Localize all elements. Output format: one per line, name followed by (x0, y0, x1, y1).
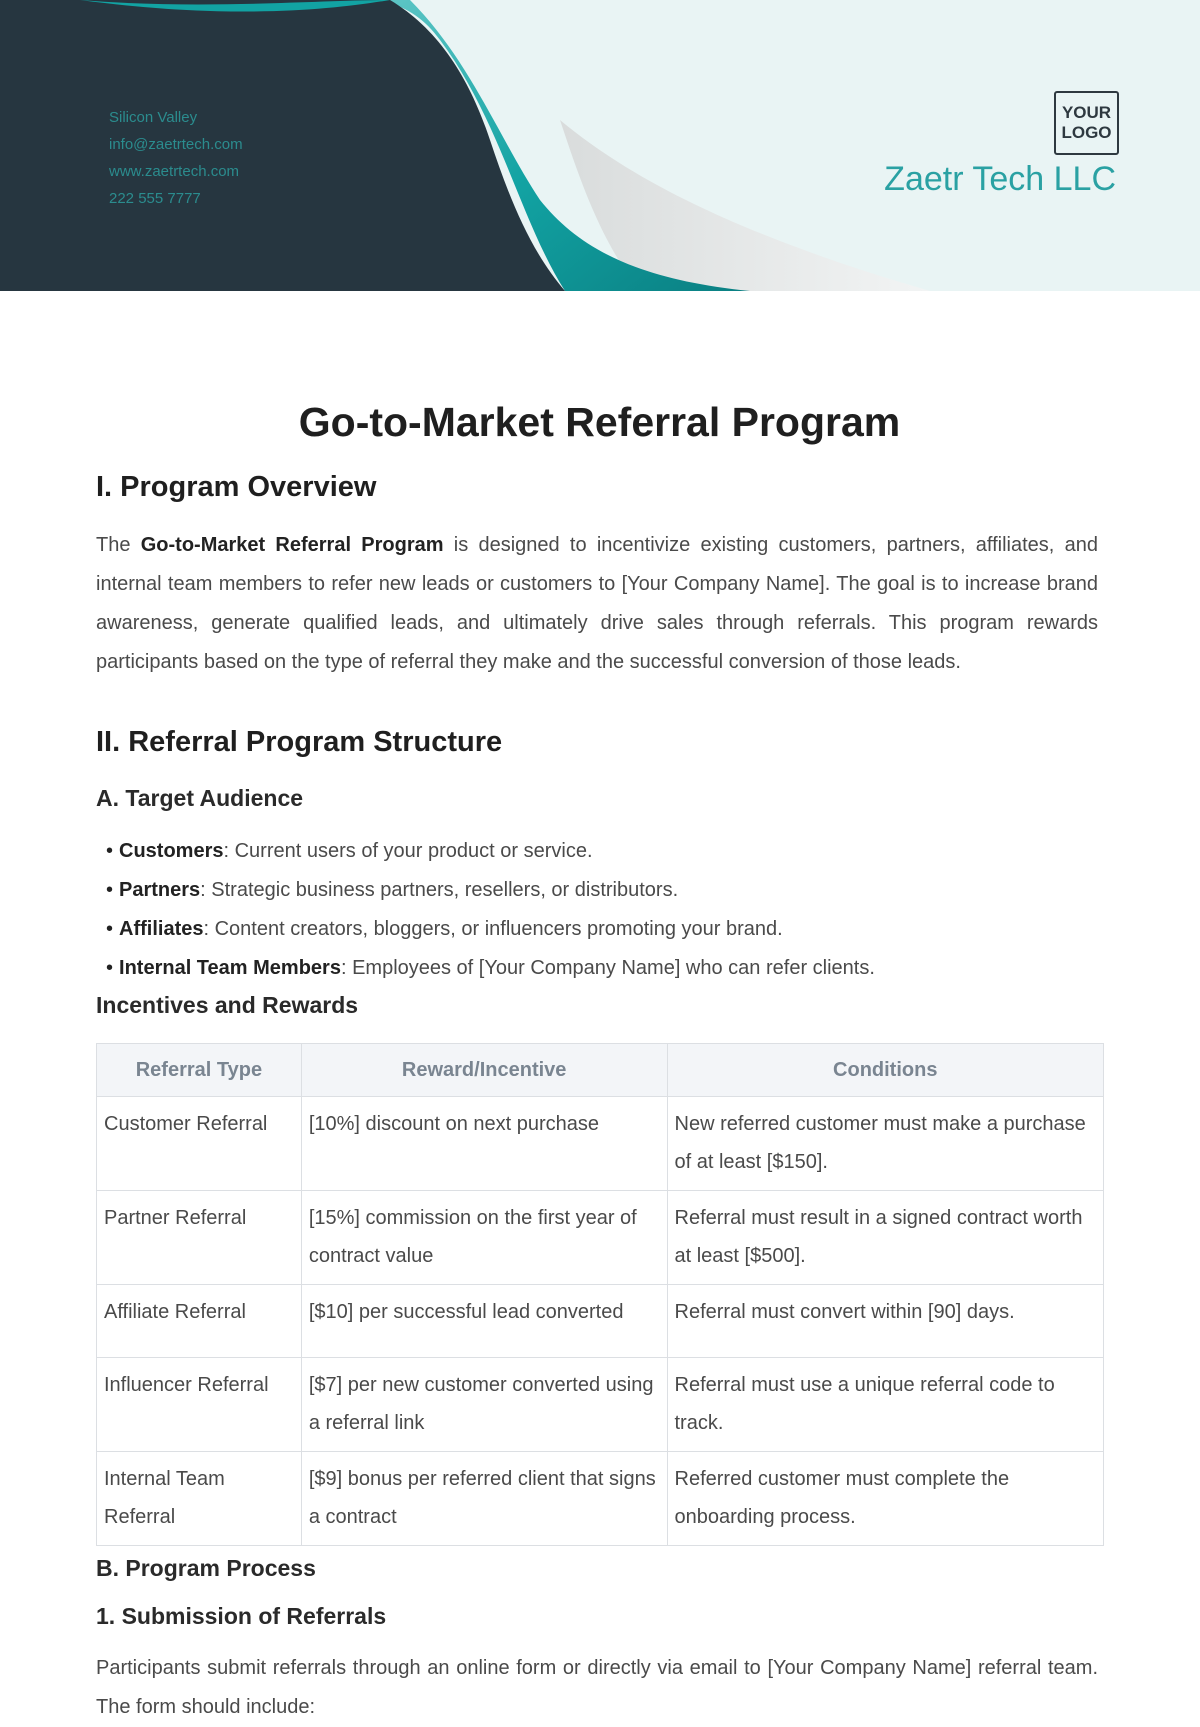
list-item: • Customers: Current users of your product or service. (96, 832, 875, 871)
contact-phone: 222 555 7777 (109, 190, 201, 207)
table-cell: [10%] discount on next purchase (301, 1097, 667, 1191)
contact-email[interactable]: info@zaetrtech.com (109, 136, 243, 153)
logo-text: YOUR LOGO (1061, 103, 1112, 142)
table-cell: New referred customer must make a purchase of at least [$150]. (667, 1097, 1104, 1191)
column-header-referral-type: Referral Type (97, 1044, 302, 1097)
program-name-bold: Go-to-Market Referral Program (140, 534, 444, 556)
section-heading-overview: I. Program Overview (96, 471, 377, 503)
contact-location: Silicon Valley (109, 109, 198, 126)
company-name: Zaetr Tech LLC (884, 160, 1116, 198)
table-cell: [$7] per new customer converted using a referral link (301, 1358, 667, 1452)
table-cell: Referred customer must complete the onboarding process. (667, 1452, 1104, 1546)
table-row (97, 1358, 1104, 1452)
document-title: Go-to-Market Referral Program (298, 399, 901, 445)
table-cell: [$10] per successful lead converted (301, 1285, 667, 1358)
contact-website[interactable]: www.zaetrtech.com (109, 163, 240, 180)
subheading-program-process: B. Program Process (96, 1555, 316, 1581)
submission-paragraph: Participants submit referrals through an online form or directly via email to [Your Company Name] referral team. The form should include: (96, 1657, 1098, 1718)
list-item: • Affiliates: Content creators, bloggers, or influencers promoting your brand. (96, 910, 875, 949)
table-cell: Influencer Referral (97, 1358, 302, 1452)
subheading-target-audience: A. Target Audience (96, 785, 304, 811)
table-cell: Affiliate Referral (97, 1285, 302, 1358)
subheading-incentives: Incentives and Rewards (96, 992, 359, 1018)
table-cell: Referral must use a unique referral code to track. (667, 1358, 1104, 1452)
table-cell: Referral must convert within [90] days. (667, 1285, 1104, 1358)
table-row (97, 1097, 1104, 1191)
table-row (97, 1285, 1104, 1358)
overview-paragraph: The Go-to-Market Referral Program is designed to incentivize existing customers, partners, affiliates, and internal team members to refer new leads or customers to [Your Company Name]. The goal is to increase brand awareness, generate qualified leads, and ultimately drive sales through referrals. This program rewards participants based on the type of referral they make and the successful conversion of those leads. (96, 534, 1098, 673)
table-cell: Customer Referral (97, 1097, 302, 1191)
logo-placeholder (1054, 91, 1119, 155)
table-cell: Partner Referral (97, 1191, 302, 1285)
table-cell: Internal Team Referral (97, 1452, 302, 1546)
column-header-conditions: Conditions (667, 1044, 1104, 1097)
table-row (97, 1452, 1104, 1546)
contact-info (109, 104, 243, 212)
audience-list (96, 832, 875, 988)
list-item: • Internal Team Members: Employees of [Your Company Name] who can refer clients. (96, 949, 875, 988)
header-banner (0, 0, 1200, 291)
list-item: • Partners: Strategic business partners, resellers, or distributors. (96, 871, 875, 910)
table-cell: [$9] bonus per referred client that signs a contract (301, 1452, 667, 1546)
subheading-submission: 1. Submission of Referrals (96, 1603, 387, 1629)
column-header-reward: Reward/Incentive (301, 1044, 667, 1097)
table-cell: Referral must result in a signed contract worth at least [$500]. (667, 1191, 1104, 1285)
rewards-table (96, 1043, 1104, 1546)
table-row (97, 1191, 1104, 1285)
table-cell: [15%] commission on the first year of contract value (301, 1191, 667, 1285)
table-header-row (97, 1044, 1104, 1097)
section-heading-structure: II. Referral Program Structure (96, 726, 503, 758)
